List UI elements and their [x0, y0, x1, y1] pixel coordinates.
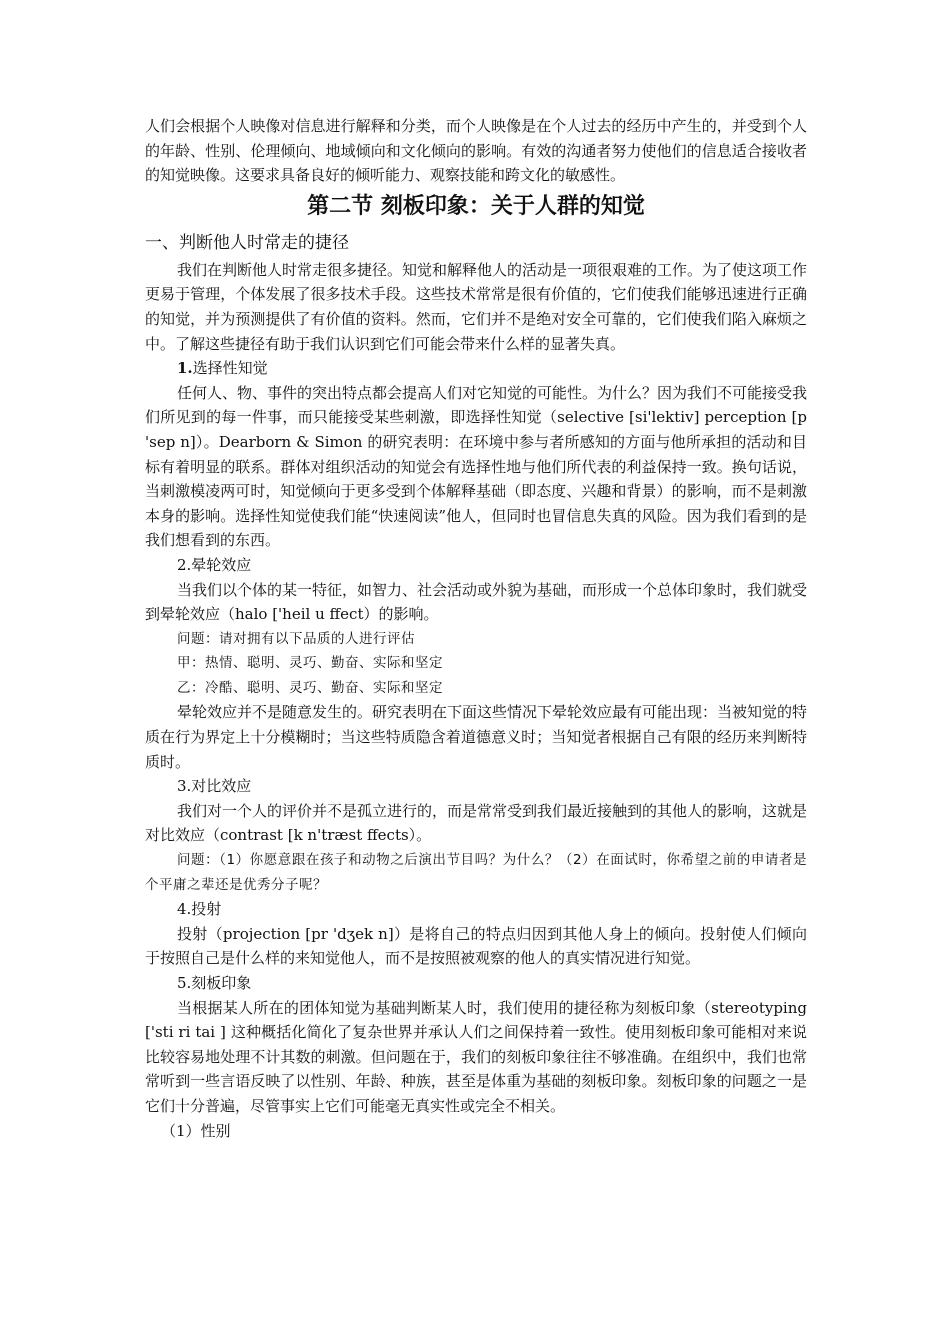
question-halo: 问题：请对拥有以下品质的人进行评估	[177, 630, 415, 647]
paragraph-selective-perception: 任何人、物、事件的突出特点都会提高人们对它知觉的可能性。为什么？因为我们不可能接受我们所见到的每一件事，而只能接受某些刺激，即选择性知觉（selective [si'lektiv] perception [p 'sep n]）。Dearborn & Simon 的研究表明：在环境中参与者所感知的方面与他所承担的活动和目标有着明显的联系。群体对组织活动的知觉会有选择性地与他们所代表的利益保持一致。换句话说，当刺激模凌两可时，知觉倾向于更多受到个体解释基础（即态度、兴趣和背景）的影响，而不是刺激本身的影响。选择性知觉使我们能“快速阅读”他人，但同时也冒信息失真的风险。因为我们看到的是我们想看到的东西。	[145, 383, 808, 550]
subheading-number: 1.	[177, 359, 193, 378]
paragraph-projection: 投射（projection [pr 'dʒek n]）是将自己的特点归因到其他人身上的倾向。投射使人们倾向于按照自己是什么样的来知觉他人，而不是按照被观察的他人的真实情况进行知觉。	[145, 924, 807, 968]
intro-paragraph: 人们会根据个人映像对信息进行解释和分类，而个人映像是在个人过去的经历中产生的，并受到个人的年龄、性别、伦理倾向、地域倾向和文化倾向的影响。有效的沟通者努力使他们的信息适合接收者的知觉映像。这要求具备良好的倾听能力、观察技能和跨文化的敏感性。	[145, 117, 807, 185]
question-halo-b: 乙：冷酷、聪明、灵巧、勤奋、实际和坚定	[177, 679, 443, 696]
section-title: 第二节 刻板印象：关于人群的知觉	[307, 193, 645, 219]
paragraph-stereotyping: 当根据某人所在的团体知觉为基础判断某人时，我们使用的捷径称为刻板印象（stereotyping ['sti ri tai ] 这种概括化简化了复杂世界并承认人们之间保持着一致性。使用刻板印象可能相对来说比较容易地处理不计其数的刺激。但问题在于，我们的刻板印象往往不够准确。在组织中，我们也常常听到一些言语反映了以性别、年龄、种族，甚至是体重为基础的刻板印象。刻板印象的问题之一是它们十分普遍，尽管事实上它们可能毫无真实性或完全不相关。	[145, 998, 807, 1115]
document-page	[145, 114, 807, 1143]
subheading-gender: （1）性别	[161, 1121, 231, 1140]
question-halo-a: 甲：热情、聪明、灵巧、勤奋、实际和坚定	[177, 655, 443, 672]
subheading-halo-effect: 2.晕轮效应	[177, 555, 252, 574]
paragraph-halo-conditions: 晕轮效应并不是随意发生的。研究表明在下面这些情况下晕轮效应最有可能出现：当被知觉的特质在行为界定上十分模糊时；当这些特质隐含着道德意义时；当知觉者根据自己有限的经历来判断特质时。	[145, 703, 808, 771]
paragraph-shortcuts: 我们在判断他人时常走很多捷径。知觉和解释他人的活动是一项很艰难的工作。为了使这项工作更易于管理，个体发展了很多技术手段。这些技术常常是很有价值的，它们使我们能够迅速进行正确的知觉，并为预测提供了有价值的资料。然而，它们并不是绝对安全可靠的，它们使我们陷入麻烦之中。了解这些捷径有助于我们认识到它们可能会带来什么样的显著失真。	[145, 260, 808, 353]
question-contrast: 问题：（1）你愿意跟在孩子和动物之后演出节目吗？为什么？（2）在面试时，你希望之前的申请者是个平庸之辈还是优秀分子呢？	[145, 852, 807, 893]
subheading-selective-perception	[145, 356, 807, 381]
subheading-label: 选择性知觉	[192, 359, 268, 378]
paragraph-contrast-effect: 我们对一个人的评价并不是孤立进行的，而是常常受到我们最近接触到的其他人的影响，这就是对比效应（contrast [k n'træst ffects）。	[145, 801, 808, 845]
subheading-contrast-effect: 3.对比效应	[177, 777, 252, 796]
subheading-projection: 4.投射	[177, 900, 222, 919]
subheading-stereotyping: 5.刻板印象	[177, 974, 252, 992]
heading-shortcuts: 一、判断他人时常走的捷径	[145, 232, 349, 253]
paragraph-halo-effect: 当我们以个体的某一特征，如智力、社会活动或外貌为基础，而形成一个总体印象时，我们就受到晕轮效应（halo ['heil u ffect）的影响。	[145, 580, 808, 624]
